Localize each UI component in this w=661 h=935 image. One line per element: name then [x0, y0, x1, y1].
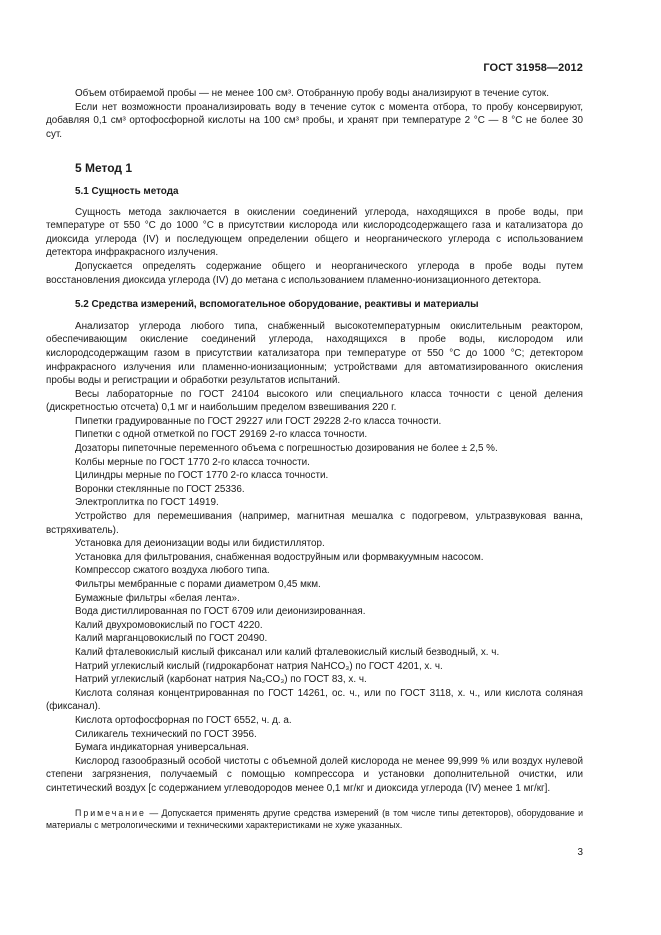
- note-text: — Допускается применять другие средства измерений (в том числе типы детекторов), оборудование и материалы с метрологическими и техническими характеристиками не хуже указанных.: [46, 807, 583, 830]
- document-id: ГОСТ 31958—2012: [483, 62, 583, 74]
- method-alternative-paragraph: Допускается определять содержание общего и неорганического углерода в пробе воды путем восстановления диоксида углерода (IV) до метана с использованием пламенно-ионизационного детектора.: [46, 260, 583, 286]
- page-content: [46, 87, 583, 831]
- list-item: Кислота соляная концентрированная по ГОСТ 14261, ос. ч., или по ГОСТ 3118, х. ч., или кислота соляная (фиксанал).: [46, 687, 583, 713]
- list-item: Колбы мерные по ГОСТ 1770 2-го класса точности.: [75, 456, 310, 468]
- list-item: Фильтры мембранные с порами диаметром 0,45 мкм.: [75, 579, 321, 590]
- note: [46, 807, 583, 831]
- equipment-list: [46, 320, 583, 796]
- section-5-heading: 5 Метод 1: [75, 161, 133, 176]
- list-item: Натрий углекислый (карбонат натрия Na₂CO₃) по ГОСТ 83, х. ч.: [75, 674, 367, 686]
- section-5-2-heading: 5.2 Средства измерений, вспомогательное оборудование, реактивы и материалы: [75, 299, 479, 311]
- list-item: Бумажные фильтры «белая лента».: [75, 592, 240, 604]
- list-item: Вода дистиллированная по ГОСТ 6709 или деионизированная.: [75, 606, 366, 618]
- list-item: Калий марганцовокислый по ГОСТ 20490.: [75, 633, 268, 645]
- list-item: Цилиндры мерные по ГОСТ 1770 2-го класса точности.: [75, 470, 329, 482]
- page-number: 3: [577, 847, 583, 858]
- list-item: Весы лабораторные по ГОСТ 24104 высокого или специального класса точности с ценой деления (дискретностью отсчета) 0,1 мг и наибольшим пределом взвешивания 220 г.: [46, 388, 583, 414]
- list-item: Калий фталевокислый кислый фиксанал или калий фталевокислый кислый безводный, х. ч.: [75, 646, 500, 658]
- list-item: Бумага индикаторная универсальная.: [75, 742, 249, 754]
- sampling-volume-paragraph: Объем отбираемой пробы — не менее 100 см³. Отобранную пробу воды анализируют в течение суток.: [75, 88, 549, 99]
- list-item: Натрий углекислый кислый (гидрокарбонат натрия NaHCO₃) по ГОСТ 4201, х. ч.: [75, 660, 443, 672]
- list-item: Установка для деионизации воды или бидистиллятор.: [75, 538, 325, 550]
- list-item: Воронки стеклянные по ГОСТ 25336.: [75, 483, 245, 495]
- list-item: Компрессор сжатого воздуха любого типа.: [75, 565, 270, 577]
- list-item: Пипетки градуированные по ГОСТ 29227 или ГОСТ 29228 2-го класса точности.: [75, 415, 442, 427]
- list-item: Дозаторы пипеточные переменного объема с погрешностью дозирования не более ± 2,5 %.: [75, 443, 498, 455]
- list-item: Калий двухромовокислый по ГОСТ 4220.: [75, 619, 263, 631]
- list-item: Кислота ортофосфорная по ГОСТ 6552, ч. д. а.: [75, 714, 292, 726]
- list-item: Установка для фильтрования, снабженная водоструйным или формвакуумным насосом.: [75, 551, 484, 563]
- section-5-1-heading: 5.1 Сущность метода: [75, 185, 179, 197]
- note-label: Примечание: [75, 807, 146, 818]
- list-item: Электроплитка по ГОСТ 14919.: [75, 497, 219, 509]
- list-item: Пипетки с одной отметкой по ГОСТ 29169 2-го класса точности.: [75, 429, 368, 441]
- list-item: Кислород газообразный особой чистоты с объемной долей кислорода не менее 99,999 % или воздух нулевой степени загрязнения, получаемый с помощью компрессора и установки дополнительной очистки, или синтетический воздух [с содержанием углеводородов менее 0,1 мг/кг и диоксида углерода (IV) менее 1 мг/кг].: [46, 755, 583, 794]
- list-item: Анализатор углерода любого типа, снабженный высокотемпературным окислительным реактором, обеспечивающим окисление соединений углерода, находящихся в пробе воды, кислородом или кислородсодержащим газом в присутствии катализатора при температуре от 550 °С до 1000 °С; детектором инфракрасного излучения или пламенно-ионизационным; устройствами для автоматизированного окисления пробы воды и регистрации и обработки результатов испытаний.: [46, 320, 583, 387]
- list-item: Силикагель технический по ГОСТ 3956.: [75, 728, 257, 740]
- method-essence-paragraph: Сущность метода заключается в окислении соединений углерода, находящихся в пробе воды, при температуре от 550 °С до 1000 °С в присутствии кислорода или кислородсодержащего газа и катализатора до диоксида углерода (IV) и последующем определении общего и неорганического углерода с использованием детектора инфракрасного излучения.: [46, 206, 583, 259]
- list-item: Устройство для перемешивания (например, магнитная мешалка с подогревом, ультразвуковая ванна, встряхиватель).: [46, 511, 583, 536]
- sampling-preservation-paragraph: Если нет возможности проанализировать воду в течение суток с момента отбора, то пробу консервируют, добавляя 0,1 см³ ортофосфорной кислоты на 100 см³ пробы, и хранят при температуре 2 °С — 8 °С не более 30 сут.: [46, 101, 583, 140]
